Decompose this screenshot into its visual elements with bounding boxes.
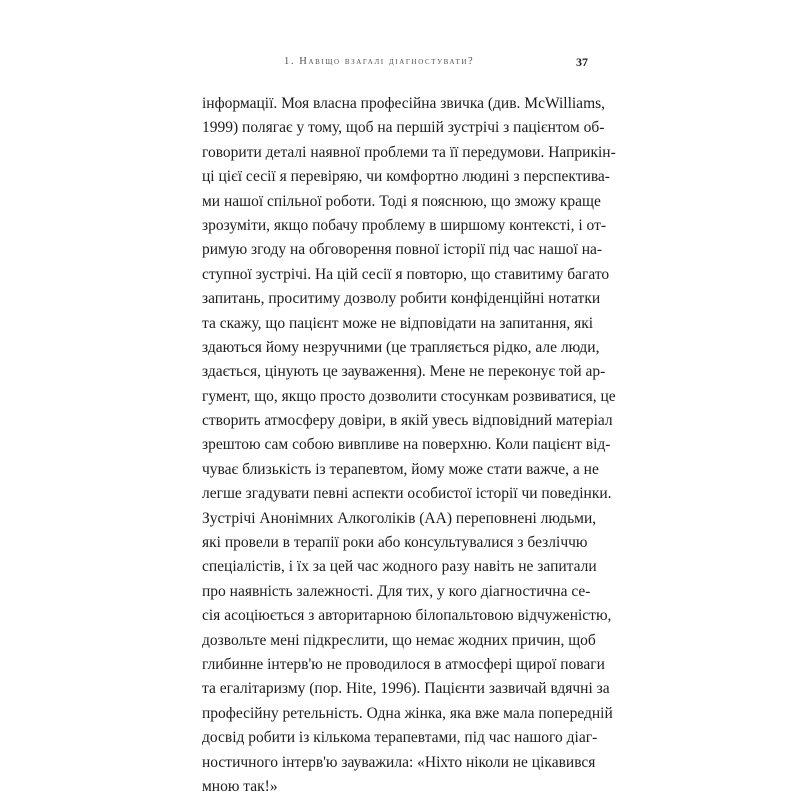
text-line: досвід робити із кількома терапевтами, під час нашого діаг-	[202, 729, 598, 747]
text-line: ці цієї сесії я перевіряю, чи комфортно людині з перспектива-	[202, 168, 610, 186]
text-line: спеціалістів, і їх за цей час жодного разу навіть не запитали	[202, 558, 597, 576]
chapter-title: 1. Навіщо взагалі діагностувати?	[284, 56, 475, 67]
text-line: говорити деталі наявної проблеми та її передумови. Наприкін-	[202, 143, 616, 161]
running-head	[200, 56, 590, 70]
text-line: легше згадувати певні аспекти особистої історії чи поведінки.	[202, 485, 612, 503]
text-line: зрозуміти, якщо побачу проблему в ширшому контексті, і от-	[202, 216, 607, 234]
text-line: професійну ретельність. Одна жінка, яка вже мала попередній	[202, 704, 613, 722]
text-line: здається, цінують це зауваження). Мене не переконує той ар-	[202, 363, 606, 381]
text-line: та егалітаризму (пор. Hite, 1996). Пацієнти зазвичай вдячні за	[202, 680, 610, 698]
text-line: ностичного інтерв'ю зауважила: «Ніхто ніколи не цікавився	[202, 753, 596, 771]
text-line: Зустрічі Анонімних Алкоголіків (АА) переповнені людьми,	[202, 509, 597, 527]
text-line: 1999) полягає у тому, щоб на першій зустрічі з пацієнтом об-	[202, 119, 605, 137]
text-line: запитань, проситиму дозволу робити конфіденційні нотатки	[202, 290, 601, 308]
text-line: ми нашої спільної роботи. Тоді я пояснюю, що зможу краще	[202, 192, 601, 210]
text-line: зрештою сам собою вивпливе на поверхню. Коли пацієнт від-	[202, 436, 611, 454]
page-number: 37	[576, 55, 588, 69]
text-line: дозвольте мені підкреслити, що немає жодних причин, щоб	[202, 631, 596, 649]
text-line: створить атмосферу довіри, в якій увесь відповідний матеріал	[202, 412, 613, 430]
text-line: римую згоду на обговорення повної історії під час нашої на-	[202, 241, 603, 259]
text-line: глибинне інтерв'ю не проводилося в атмосфері щирої поваги	[202, 655, 605, 673]
text-line: здаються йому незручними (це трапляється рідко, але люди,	[202, 338, 600, 356]
text-line: мною так!»	[202, 777, 278, 795]
text-line: сія асоціюється з авторитарною білопальтовою відчуженістю,	[202, 607, 612, 625]
text-line: які провели в терапії роки або консультувалися з безліччю	[202, 534, 588, 552]
text-line: ступної зустрічі. На цій сесії я повторю, що ставитиму багато	[202, 265, 610, 283]
body-text	[202, 92, 616, 799]
text-line: про наявність залежності. Для тих, у кого діагностична се-	[202, 582, 591, 600]
text-line: чуває близькість із терапевтом, йому може стати важче, а не	[202, 460, 599, 478]
text-line: та скажу, що пацієнт може не відповідати на запитання, які	[202, 314, 594, 332]
text-line: інформації. Моя власна професійна звичка (див. McWilliams,	[202, 95, 606, 112]
text-line: гумент, що, якщо просто дозволити стосункам розвиватися, це	[202, 387, 616, 405]
